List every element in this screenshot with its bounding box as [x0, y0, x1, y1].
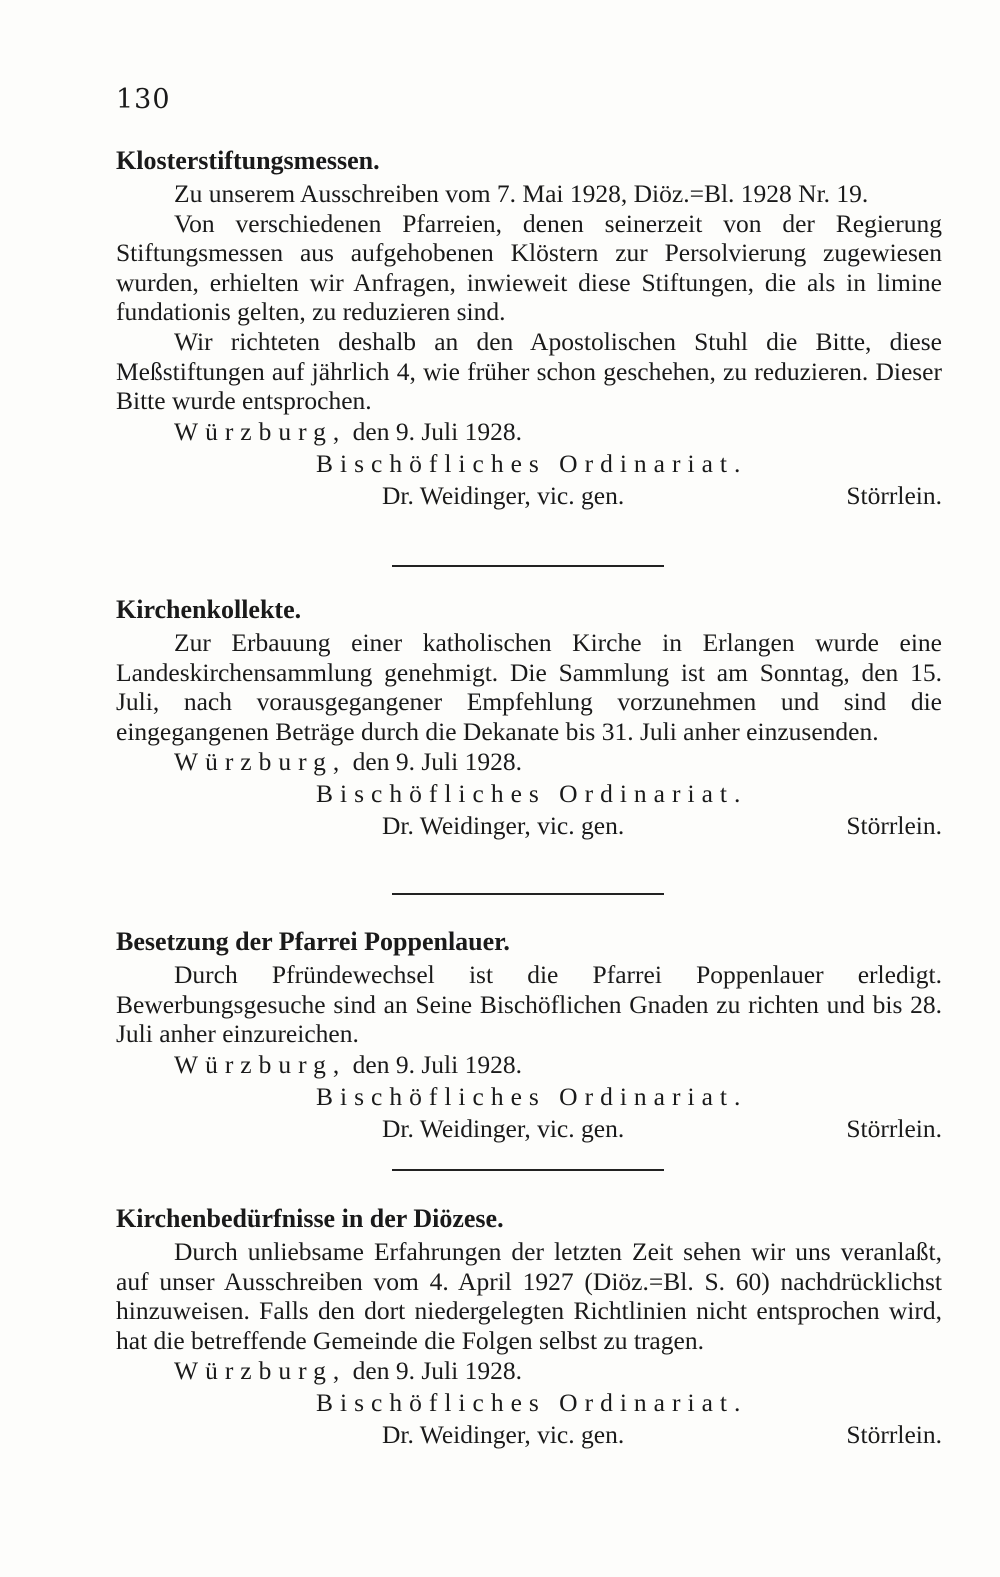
signer-secretary: Störrlein. [846, 480, 942, 510]
date: den 9. Juli 1928. [352, 747, 522, 777]
section-title: Besetzung der Pfarrei Poppenlauer. [116, 927, 510, 956]
section-title: Kirchenbedürfnisse in der Diözese. [116, 1204, 504, 1233]
paragraph: Zur Erbauung einer katholischen Kirche in Erlangen wurde eine Landeskirchensammlung genehmigt. Die Sammlung ist am Sonntag, den 15. Juli, nach vorausgegangener Empfehlung vorzunehmen und sind die eingegangenen Beträge durch die Dekanate bis 31. Juli anher einzusenden. [116, 628, 942, 746]
section-divider [392, 1169, 664, 1171]
signer-vicar-general: Dr. Weidinger, vic. gen. [382, 811, 625, 841]
signer-vicar-general: Dr. Weidinger, vic. gen. [382, 480, 625, 510]
place-date-line [174, 1355, 942, 1387]
place-date-line [174, 416, 942, 448]
paragraph: Durch Pfründewechsel ist die Pfarrei Poppenlauer erledigt. Bewerbungsgesuche sind an Seine Bischöflichen Gnaden zu richten und bis 28. Juli anher einzureichen. [116, 960, 942, 1049]
place: Würzburg, [174, 1049, 347, 1079]
date: den 9. Juli 1928. [352, 416, 522, 446]
signatures [116, 1113, 942, 1145]
signer-secretary: Störrlein. [846, 1113, 942, 1143]
signatures [116, 480, 942, 512]
office-name: Bischöfliches Ordinariat. [316, 448, 748, 478]
place: Würzburg, [174, 747, 347, 777]
signatures [116, 810, 942, 842]
date: den 9. Juli 1928. [352, 1049, 522, 1079]
place-date-line [174, 1049, 942, 1081]
signer-secretary: Störrlein. [846, 1420, 942, 1450]
section-klosterstiftungsmessen [116, 145, 942, 512]
paragraph: Durch unliebsame Erfahrungen der letzten Zeit sehen wir uns veranlaßt, auf unser Ausschreiben vom 4. April 1927 (Diöz.=Bl. S. 60) nachdrücklichst hinzuweisen. Falls den dort niedergelegten Richtlinien nicht entsprochen wird, hat die betreffende Gemeinde die Folgen selbst zu tragen. [116, 1237, 942, 1355]
page-number: 130 [116, 84, 171, 115]
signer-secretary: Störrlein. [846, 811, 942, 841]
paragraph: Von verschiedenen Pfarreien, denen seinerzeit von der Regierung Stiftungsmessen aus aufgehobenen Klöstern zur Persolvierung zugewiesen wurden, erhielten wir Anfragen, inwieweit diese Stiftungen, die als in limine fundationis gelten, zu reduzieren sind. [116, 208, 942, 327]
section-title: Kirchenkollekte. [116, 595, 302, 624]
signer-vicar-general: Dr. Weidinger, vic. gen. [382, 1420, 625, 1450]
paragraph: Wir richteten deshalb an den Apostolischen Stuhl die Bitte, diese Meßstiftungen auf jährlich 4, wie früher schon geschehen, zu reduzieren. Dieser Bitte wurde entsprochen. [116, 326, 942, 416]
office-name: Bischöfliches Ordinariat. [316, 779, 748, 809]
section-kirchenkollekte [116, 594, 942, 842]
office-name: Bischöfliches Ordinariat. [316, 1388, 748, 1418]
section-title: Klosterstiftungsmessen. [116, 146, 380, 175]
place: Würzburg, [174, 1356, 347, 1386]
place: Würzburg, [174, 416, 347, 446]
signer-vicar-general: Dr. Weidinger, vic. gen. [382, 1113, 625, 1143]
place-date-line [174, 746, 942, 778]
section-divider [392, 893, 664, 895]
section-kirchenbeduerfnisse [116, 1203, 942, 1451]
office-name: Bischöfliches Ordinariat. [316, 1081, 748, 1111]
date: den 9. Juli 1928. [352, 1356, 522, 1386]
signatures [116, 1419, 942, 1451]
section-divider [392, 565, 664, 567]
section-besetzung-pfarrei [116, 926, 942, 1145]
paragraph: Zu unserem Ausschreiben vom 7. Mai 1928, Diöz.=Bl. 1928 Nr. 19. [174, 179, 869, 208]
